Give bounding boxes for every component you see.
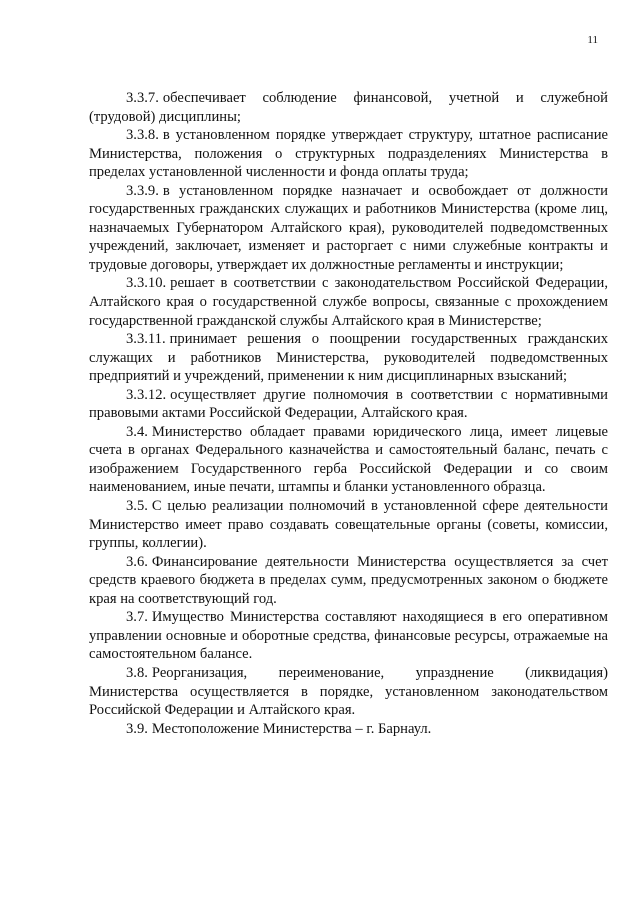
- paragraph-3-9: [89, 720, 608, 739]
- clause-number: 3.3.10.: [126, 275, 167, 292]
- clause-text: в установленном порядке назначает и освобождает от должности государственных гражданских служащих и работников Министерства (кроме лиц, назначаемых Губернатором Алтайского края), руководителей подведомственных учреждений, заключает, изменяет и расторгает с ними служебные контракты и трудовые договоры, утверждает их должностные регламенты и инструкции;: [89, 182, 608, 273]
- clause-number: 3.8.: [126, 664, 148, 681]
- paragraph-3-3-11: [89, 330, 608, 386]
- paragraph-3-7: [89, 608, 608, 664]
- paragraph-3-4: [89, 423, 608, 497]
- clause-number: 3.3.9.: [126, 182, 159, 199]
- paragraph-3-5: [89, 497, 608, 553]
- clause-text: Имущество Министерства составляют находящиеся в его оперативном управлении основные и оборотные средства, финансовые ресурсы, отражаемые на самостоятельном балансе.: [89, 609, 608, 663]
- clause-text: осуществляет другие полномочия в соответствии с нормативными правовыми актами Российской Федерации, Алтайского края.: [89, 386, 608, 422]
- clause-text: Министерство обладает правами юридического лица, имеет лицевые счета в органах Федерального казначейства и самостоятельный баланс, печать с изображением Государственного герба Российской Федерации и со своим наименованием, иные печати, штампы и бланки установленного образца.: [89, 423, 608, 496]
- paragraph-3-3-12: [89, 386, 608, 423]
- clause-number: 3.7.: [126, 609, 148, 626]
- paragraph-3-8: [89, 664, 608, 720]
- document-body: [89, 89, 608, 738]
- clause-text: в установленном порядке утверждает структуру, штатное расписание Министерства, положения о структурных подразделениях Министерства в пределах установленной численности и фонда оплаты труда;: [89, 127, 608, 181]
- clause-number: 3.3.12.: [126, 386, 167, 403]
- clause-text: решает в соответствии с законодательством Российской Федерации, Алтайского края о государственной службе вопросы, связанные с прохождением государственной гражданской службы Алтайского края в Министерстве;: [89, 275, 608, 329]
- clause-number: 3.5.: [126, 498, 148, 515]
- paragraph-3-3-10: [89, 274, 608, 330]
- page-number: 11: [587, 34, 598, 46]
- clause-text: Местоположение Министерства – г. Барнаул.: [151, 720, 432, 737]
- clause-text: Финансирование деятельности Министерства осуществляется за счет средств краевого бюджета в пределах сумм, предусмотренных законом о бюджете края на соответствующий год.: [89, 553, 608, 607]
- paragraph-3-3-7: [89, 89, 608, 126]
- clause-text: С целью реализации полномочий в установленной сфере деятельности Министерство имеет право создавать совещательные органы (советы, комиссии, группы, коллегии).: [89, 498, 608, 552]
- clause-text: обеспечивает соблюдение финансовой, учетной и служебной (трудовой) дисциплины;: [89, 90, 608, 125]
- clause-number: 3.3.8.: [126, 127, 159, 144]
- paragraph-3-3-8: [89, 126, 608, 182]
- paragraph-3-3-9: [89, 182, 608, 275]
- paragraph-3-6: [89, 553, 608, 609]
- clause-text: принимает решения о поощрении государственных гражданских служащих и работников Министерства, руководителей подведомственных предприятий и учреждений, применении к ним дисциплинарных взысканий;: [89, 331, 608, 385]
- clause-number: 3.3.11.: [126, 331, 166, 348]
- clause-number: 3.9.: [126, 720, 148, 737]
- clause-number: 3.6.: [126, 553, 148, 570]
- clause-text: Реорганизация, переименование, упразднение (ликвидация) Министерства осуществляется в порядке, установленном законодательством Российской Федерации и Алтайского края.: [89, 664, 608, 719]
- clause-number: 3.3.7.: [126, 90, 159, 106]
- clause-number: 3.4.: [126, 423, 148, 440]
